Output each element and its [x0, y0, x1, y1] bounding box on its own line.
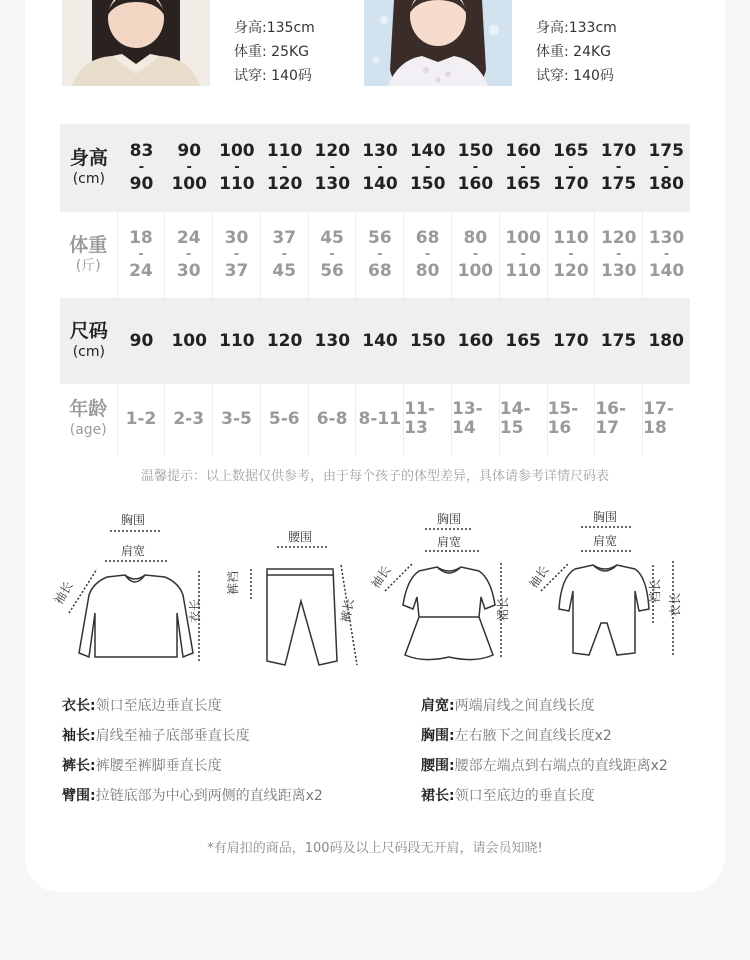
pants-length-label: 裤长	[338, 597, 357, 624]
range-max: 100	[457, 261, 494, 281]
weight-cell	[403, 212, 451, 298]
shoulder-label: 肩宽	[593, 534, 618, 548]
range-min: 120	[314, 141, 351, 161]
height-cell	[404, 124, 452, 212]
length-label: 衣长	[668, 592, 682, 617]
age-cell: 2-3	[164, 384, 212, 454]
definition-value: 拉链底部为中心到两侧的直线距离x2	[95, 788, 323, 804]
row-header	[60, 212, 117, 298]
model-weight: 体重: 24KG	[536, 44, 612, 60]
weight-row	[60, 212, 690, 298]
range-dash: -	[281, 247, 287, 262]
age-cell: 14-15	[499, 384, 547, 454]
definition-value: 两端肩线之间直线长度	[454, 698, 595, 714]
definition-value: 腰部左端点到右端点的直线距离x2	[454, 758, 668, 774]
length-label: 衣长	[188, 598, 202, 623]
size-cell: 140	[362, 330, 398, 351]
range-max: 100	[171, 174, 207, 194]
weight-cell	[594, 212, 642, 298]
chest-label: 胸围	[121, 513, 146, 527]
model-weight: 体重: 25KG	[234, 44, 310, 60]
range-dash: -	[520, 160, 526, 175]
range-max: 68	[367, 261, 392, 281]
definition-item	[421, 721, 668, 751]
definition-key: 胸围:	[421, 728, 455, 744]
height-cell	[547, 124, 595, 212]
range-min: 140	[409, 141, 446, 161]
range-dash: -	[424, 247, 431, 262]
height-cell	[499, 124, 547, 212]
definition-item	[421, 751, 668, 781]
range-dash: -	[233, 247, 240, 262]
range-max: 175	[600, 174, 637, 194]
size-cell: 165	[505, 330, 541, 351]
range-max: 90	[129, 174, 154, 194]
range-dash: -	[281, 160, 288, 175]
definition-item	[62, 781, 323, 811]
row-header	[60, 384, 117, 454]
shoulder-label: 肩宽	[437, 535, 462, 549]
range-max: 110	[505, 261, 541, 281]
chest-label: 胸围	[593, 510, 618, 524]
size-cell: 110	[219, 330, 255, 351]
weight-cell	[355, 212, 403, 298]
range-min: 110	[553, 228, 589, 248]
definition-value: 裤腰至裤脚垂直长度	[95, 758, 222, 774]
range-min: 110	[266, 141, 303, 161]
range-max: 180	[648, 174, 684, 194]
romper-diagram	[525, 509, 682, 657]
weight-cell	[547, 212, 595, 298]
range-min: 120	[600, 228, 637, 248]
size-cell: 170	[553, 330, 589, 351]
range-dash: -	[425, 160, 431, 175]
model-size: 试穿: 140码	[536, 68, 614, 84]
definition-item	[62, 751, 323, 781]
definition-key: 袖长:	[62, 728, 96, 744]
height-cell	[595, 124, 643, 212]
waist-label: 腰围	[288, 530, 313, 544]
range-min: 130	[362, 141, 398, 161]
range-min: 100	[219, 141, 255, 161]
size-cell: 180	[648, 330, 684, 351]
height-cell	[308, 124, 356, 212]
age-cell: 3-5	[212, 384, 260, 454]
range-min: 175	[648, 141, 684, 161]
chest-label: 胸围	[437, 512, 462, 526]
sleeve-label: 袖长	[526, 563, 552, 591]
age-cell: 15-16	[547, 384, 595, 454]
height-cell	[118, 124, 166, 212]
definition-key: 肩宽:	[421, 698, 455, 714]
range-min: 68	[415, 228, 440, 248]
height-row	[60, 124, 690, 212]
range-max: 80	[415, 261, 440, 281]
range-dash: -	[616, 247, 622, 262]
definitions-right	[421, 691, 668, 811]
skirt-length-label: 裙长	[496, 596, 510, 621]
model-size: 试穿: 140码	[234, 68, 312, 84]
size-table	[60, 124, 690, 454]
size-label: 尺码	[69, 320, 108, 342]
range-dash: -	[329, 247, 335, 262]
range-min: 160	[505, 141, 541, 161]
weight-cell	[260, 212, 308, 298]
age-cell: 16-17	[594, 384, 642, 454]
height-cell	[213, 124, 261, 212]
weight-cell	[164, 212, 212, 298]
range-dash: -	[377, 247, 383, 262]
height-label: 身高	[69, 147, 108, 169]
range-max: 30	[176, 261, 201, 281]
range-max: 130	[600, 261, 637, 281]
weight-cell	[212, 212, 260, 298]
model-height: 身高:133cm	[536, 20, 617, 36]
range-min: 130	[648, 228, 685, 248]
definition-key: 臂围:	[62, 788, 96, 804]
definition-key: 裤长:	[62, 758, 96, 774]
size-cell: 160	[457, 330, 494, 351]
sleeve-label: 袖长	[51, 579, 76, 607]
range-dash: -	[138, 160, 145, 175]
range-max: 45	[272, 261, 297, 281]
model-info-2	[536, 16, 617, 88]
range-max: 37	[224, 261, 249, 281]
range-dash: -	[568, 160, 574, 175]
sleeve-label: 袖长	[368, 563, 394, 591]
range-max: 110	[219, 174, 255, 194]
range-dash: -	[472, 247, 479, 262]
weight-cell	[451, 212, 499, 298]
definition-item	[62, 691, 323, 721]
definition-value: 领口至底边的垂直长度	[454, 788, 595, 804]
range-min: 30	[224, 228, 249, 248]
definition-value: 左右腋下之间直线长度x2	[454, 728, 612, 744]
range-max: 170	[553, 174, 589, 194]
size-cell: 90	[129, 330, 154, 351]
range-min: 90	[177, 141, 202, 161]
range-min: 24	[176, 228, 201, 248]
range-min: 150	[457, 141, 494, 161]
weight-label: 体重	[69, 234, 108, 256]
size-cell: 150	[409, 330, 446, 351]
range-max: 140	[362, 174, 398, 194]
size-cell: 130	[314, 330, 351, 351]
definition-value: 领口至底边垂直长度	[95, 698, 222, 714]
range-min: 80	[463, 228, 488, 248]
height-cell	[452, 124, 500, 212]
definition-item	[421, 781, 668, 811]
weight-cell	[499, 212, 547, 298]
age-row	[60, 384, 690, 454]
range-min: 45	[320, 228, 344, 248]
range-dash: -	[186, 160, 192, 175]
definitions-left	[62, 691, 323, 811]
range-dash: -	[615, 160, 622, 175]
row-header	[60, 298, 118, 384]
age-cell: 17-18	[642, 384, 690, 454]
range-max: 24	[129, 261, 153, 281]
range-max: 120	[553, 261, 589, 281]
age-label: 年龄	[69, 398, 108, 420]
range-min: 37	[272, 228, 297, 248]
range-dash: -	[663, 247, 670, 262]
range-min: 18	[129, 228, 153, 248]
range-dash: -	[568, 247, 574, 262]
range-dash: -	[377, 160, 383, 175]
range-max: 165	[505, 174, 541, 194]
height-cell	[642, 124, 690, 212]
range-dash: -	[663, 160, 669, 175]
range-max: 140	[648, 261, 685, 281]
pants-diagram	[225, 530, 357, 665]
height-cell	[261, 124, 309, 212]
weight-unit: (斤)	[75, 258, 101, 274]
size-tip: 温馨提示：以上数据仅供参考，由于每个孩子的体型差异，具体请参考详情尺码表	[140, 469, 609, 484]
range-min: 170	[600, 141, 637, 161]
row-header	[60, 124, 118, 212]
weight-cell	[642, 212, 690, 298]
dress-diagram	[367, 511, 510, 660]
range-max: 150	[409, 174, 446, 194]
rise-label: 裤裆	[226, 570, 240, 595]
age-cell: 13-14	[451, 384, 499, 454]
range-min: 56	[367, 228, 392, 248]
range-dash: -	[329, 160, 335, 175]
definition-key: 腰围:	[421, 758, 455, 774]
definition-item	[421, 691, 668, 721]
shoulder-button-note: *有肩扣的商品，100码及以上尺码段无开肩，请会员知晓!	[207, 841, 543, 856]
age-cell: 5-6	[260, 384, 308, 454]
size-cell: 100	[171, 330, 207, 351]
height-cell	[356, 124, 404, 212]
model-info-1	[234, 16, 315, 88]
size-row	[60, 298, 690, 384]
range-max: 120	[266, 174, 303, 194]
age-cell: 1-2	[117, 384, 165, 454]
definition-key: 衣长:	[62, 698, 96, 714]
range-dash: -	[520, 247, 526, 262]
age-cell: 11-13	[403, 384, 451, 454]
model-photo-1	[62, 0, 210, 86]
age-cell: 8-11	[355, 384, 403, 454]
range-dash: -	[472, 160, 479, 175]
definition-key: 裙长:	[421, 788, 455, 804]
range-max: 130	[314, 174, 351, 194]
height-cell	[165, 124, 213, 212]
weight-cell	[117, 212, 165, 298]
age-unit: (age)	[69, 422, 107, 438]
range-max: 56	[320, 261, 344, 281]
sweater-diagram	[51, 512, 202, 661]
range-dash: -	[186, 247, 192, 262]
model-height: 身高:135cm	[234, 20, 315, 36]
height-unit: (cm)	[72, 171, 105, 187]
size-unit: (cm)	[72, 344, 105, 360]
model-photo-2	[364, 0, 512, 86]
range-dash: -	[234, 160, 240, 175]
weight-cell	[308, 212, 356, 298]
size-cell: 120	[266, 330, 303, 351]
range-min: 165	[553, 141, 589, 161]
age-cell: 6-8	[308, 384, 356, 454]
definition-value: 肩线至袖子底部垂直长度	[95, 728, 250, 744]
measurement-diagrams	[51, 505, 705, 675]
shoulder-label: 肩宽	[121, 544, 146, 558]
range-min: 100	[505, 228, 541, 248]
crotch-label: 裆长	[648, 578, 662, 603]
definition-item	[62, 721, 323, 751]
range-max: 160	[457, 174, 494, 194]
range-min: 83	[129, 141, 154, 161]
range-dash: -	[138, 247, 144, 262]
size-cell: 175	[600, 330, 637, 351]
